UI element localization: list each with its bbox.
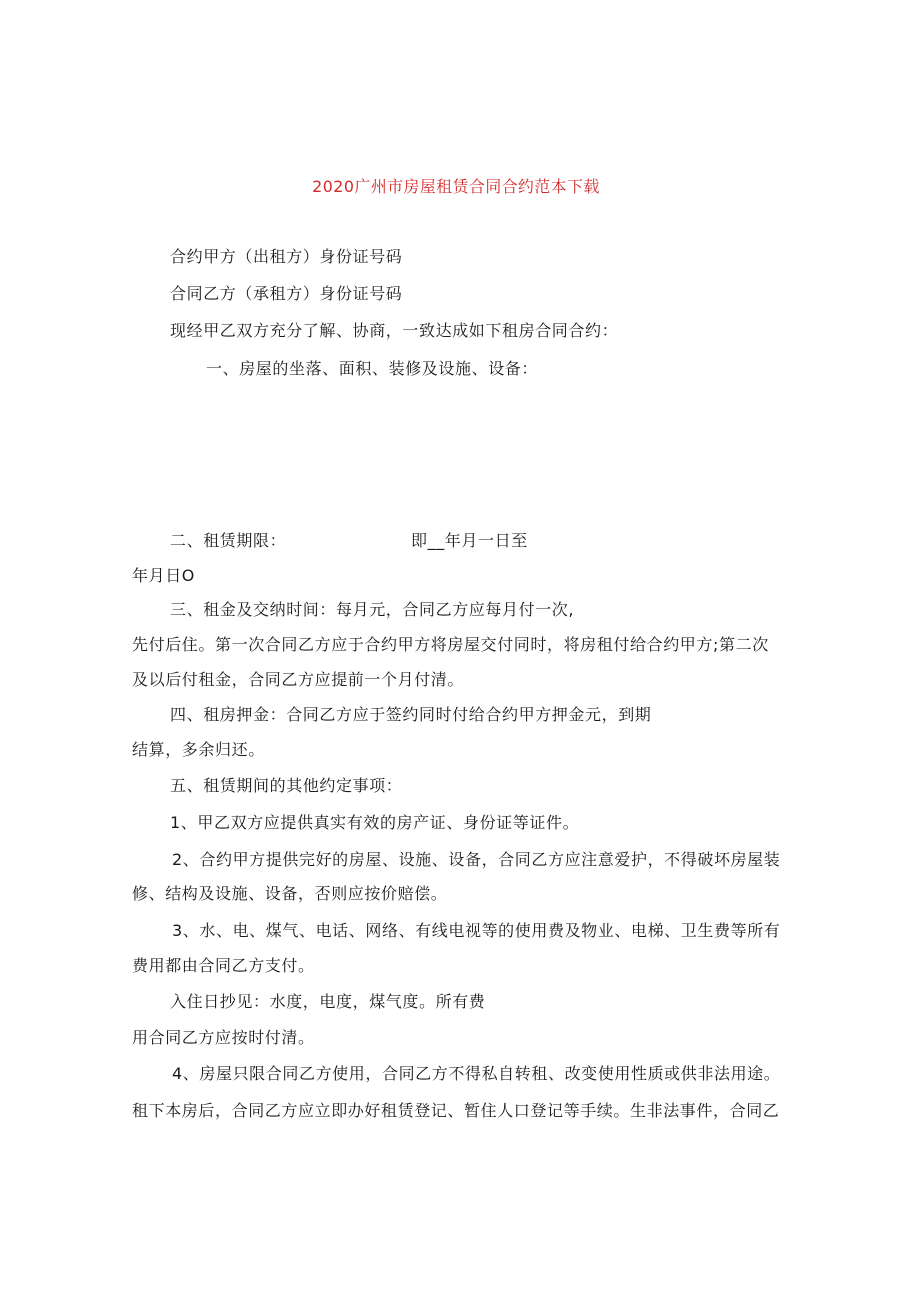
party-a-line: 合约甲方（出租方）身份证号码 <box>170 247 403 266</box>
item-3-line-2: 费用都由合同乙方支付。 <box>132 956 315 975</box>
section-3-line-1: 三、租金及交纳时间：每月元，合同乙方应每月付一次, <box>170 600 575 619</box>
section-3-line-3: 及以后付租金，合同乙方应提前一个月付清。 <box>132 670 465 689</box>
section-1-heading: 一、房屋的坐落、面积、装修及设施、设备： <box>206 359 539 378</box>
section-4-line-2: 结算，多余归还。 <box>132 740 265 759</box>
item-4-line-2: 租下本房后，合同乙方应立即办好租赁登记、暂住人口登记等手续。生非法事件，合同乙 <box>132 1101 780 1120</box>
party-b-line: 合同乙方（承租方）身份证号码 <box>170 284 403 303</box>
item-4-line-1: 4、房屋只限合同乙方使用，合同乙方不得私自转租、改变使用性质或供非法用途。 <box>172 1064 781 1083</box>
meter-reading-line-1: 入住日抄见：水度，电度，煤气度。所有费 <box>170 992 486 1011</box>
section-2-end: 年月日O <box>132 566 195 585</box>
section-2-range: 即__年月一日至 <box>411 531 528 550</box>
item-1: 1、甲乙双方应提供真实有效的房产证、身份证等证件。 <box>170 813 580 832</box>
item-2-line-1: 2、合约甲方提供完好的房屋、设施、设备，合同乙方应注意爱护，不得破坏房屋装 <box>172 850 781 869</box>
section-5-heading: 五、租赁期间的其他约定事项： <box>170 776 403 795</box>
item-2-line-2: 修、结构及设施、设备，否则应按价赔偿。 <box>132 884 448 903</box>
document-title: 2020广州市房屋租赁合同合约范本下载 <box>312 177 600 196</box>
section-3-line-2: 先付后住。第一次合同乙方应于合约甲方将房屋交付同时，将房租付给合约甲方;第二次 <box>132 635 769 654</box>
item-3-line-1: 3、水、电、煤气、电话、网络、有线电视等的使用费及物业、电梯、卫生费等所有 <box>172 921 781 940</box>
section-2-label: 二、租赁期限： <box>170 531 287 550</box>
meter-reading-line-2: 用合同乙方应按时付清。 <box>132 1028 315 1047</box>
section-4-line-1: 四、租房押金：合同乙方应于签约同时付给合约甲方押金元，到期 <box>170 705 652 724</box>
intro-line: 现经甲乙双方充分了解、协商，一致达成如下租房合同合约： <box>170 321 619 340</box>
